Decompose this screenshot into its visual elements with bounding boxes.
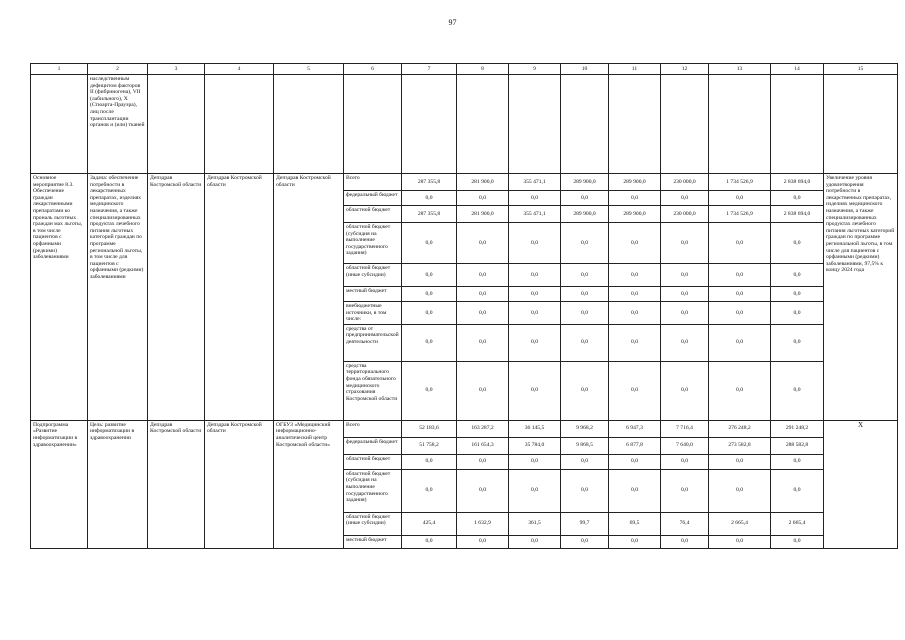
amount-cell: 276 248,2 [709, 420, 771, 437]
amount-cell: 273 582,8 [709, 437, 771, 454]
amount-cell: 0,0 [709, 191, 771, 206]
amount-cell: 0,0 [509, 191, 561, 206]
amount-cell: 0,0 [709, 264, 771, 287]
empty-cell [274, 75, 344, 174]
subprogram-coexecutor: Депздрав Костромской области [148, 420, 205, 548]
amount-cell: 2 838 694,0 [771, 206, 824, 223]
amount-cell: 6 877,8 [609, 437, 661, 454]
amount-cell: 0,0 [771, 454, 824, 469]
funding-source: Всего [344, 174, 402, 191]
column-header: 3 [148, 64, 205, 75]
amount-cell: 0,0 [609, 469, 661, 512]
subprogram-task: Цель: развитие информатизации в здравоохранении [88, 420, 148, 548]
amount-cell: 230 000,0 [661, 206, 709, 223]
amount-cell: 0,0 [609, 302, 661, 325]
amount-cell: 287 355,8 [402, 174, 457, 191]
amount-cell: 2 665,4 [771, 512, 824, 535]
amount-cell: 76,4 [661, 512, 709, 535]
amount-cell: 161 654,3 [457, 437, 509, 454]
amount-cell: 0,0 [561, 223, 609, 264]
amount-cell: 0,0 [661, 361, 709, 420]
amount-cell: 287 355,8 [402, 206, 457, 223]
funding-source: областной бюджет (иные субсидии) [344, 264, 402, 287]
event-name: Основное мероприятие 8.3. Обеспечение граждан лекарственными препаратами ко прональ льготных граждан мах льготы, в том числе пациентов с орфанными (редкими) заболеваниями [31, 174, 88, 421]
subprogram-responsible: ОГБУЗ «Медицинский информационно-аналитический центр Костромской области» [274, 420, 344, 548]
amount-cell: 35 784,0 [509, 437, 561, 454]
empty-cell [148, 75, 205, 174]
event-executor: Депздрав Костромской области [205, 174, 274, 421]
amount-cell: 291 248,2 [771, 420, 824, 437]
amount-cell: 0,0 [661, 302, 709, 325]
amount-cell: 281 900,0 [457, 206, 509, 223]
amount-cell: 0,0 [771, 223, 824, 264]
amount-cell: 69,5 [609, 512, 661, 535]
amount-cell: 0,0 [661, 191, 709, 206]
column-header: 5 [274, 64, 344, 75]
amount-cell: 289 900,0 [561, 174, 609, 191]
empty-cell [824, 75, 898, 174]
amount-cell: 0,0 [457, 454, 509, 469]
funding-source: областной бюджет [344, 206, 402, 223]
amount-cell: 281 900,0 [457, 174, 509, 191]
column-header: 4 [205, 64, 274, 75]
funding-source: федеральный бюджет [344, 191, 402, 206]
amount-cell: 0,0 [661, 469, 709, 512]
empty-cell [344, 75, 402, 174]
amount-cell: 0,0 [709, 469, 771, 512]
amount-cell: 9 968,2 [561, 420, 609, 437]
funding-source: средства от предпринимательской деятельности [344, 324, 402, 361]
column-header: 2 [88, 64, 148, 75]
continued-task-text: наследственным дефицитом факторов II (фибриногена), VII (лабильного), X (Стюарта-Прауэра), лиц после трансплантации органов и (или) тканей [88, 75, 148, 174]
event-outcome: Увеличение уровня удовлетворения потребности в лекарственных препаратах, изделиях медицинского назначения, а также специализированных продуктах лечебного питания льготных категорий граждан по программе региональной льготы, в том числе для пациентов с орфанными (редкими) заболеваниями, 97,5% к концу 2024 года [824, 174, 898, 421]
amount-cell: 355 471,1 [509, 174, 561, 191]
amount-cell: 0,0 [509, 302, 561, 325]
event-row [31, 174, 898, 191]
amount-cell: 51 758,2 [402, 437, 457, 454]
empty-cell [509, 75, 561, 174]
amount-cell: 163 287,2 [457, 420, 509, 437]
amount-cell: 425,4 [402, 512, 457, 535]
column-header: 11 [609, 64, 661, 75]
subprogram-name: Подпрограмма «Развитие информатизации в здравоохранении» [31, 420, 88, 548]
amount-cell: 0,0 [457, 264, 509, 287]
amount-cell: 0,0 [509, 469, 561, 512]
amount-cell: 36 145,5 [509, 420, 561, 437]
amount-cell: 0,0 [709, 361, 771, 420]
amount-cell: 0,0 [609, 264, 661, 287]
event-task: Задача: обеспечение потребности в лекарственных препаратах, изделиях медицинского назначения, а также специализированных продуктах лечебного питания льготных категорий граждан по программе региональной льготы, в том числе для пациентов с орфанными (редкими) заболеваниями [88, 174, 148, 421]
amount-cell: 0,0 [661, 535, 709, 548]
amount-cell: 355 471,1 [509, 206, 561, 223]
continuation-row [31, 75, 898, 174]
amount-cell: 52 183,6 [402, 420, 457, 437]
amount-cell: 0,0 [709, 302, 771, 325]
empty-cell [205, 75, 274, 174]
empty-cell [709, 75, 771, 174]
amount-cell: 361,5 [509, 512, 561, 535]
amount-cell: 7 640,0 [661, 437, 709, 454]
empty-cell [31, 75, 88, 174]
amount-cell: 0,0 [771, 535, 824, 548]
amount-cell: 0,0 [661, 324, 709, 361]
funding-source: Всего [344, 420, 402, 437]
empty-cell [561, 75, 609, 174]
column-header: 10 [561, 64, 609, 75]
amount-cell: 7 716,4 [661, 420, 709, 437]
amount-cell: 0,0 [402, 191, 457, 206]
amount-cell: 2 665,4 [709, 512, 771, 535]
subprogram-outcome: Х [824, 420, 898, 548]
empty-cell [402, 75, 457, 174]
amount-cell: 0,0 [509, 535, 561, 548]
amount-cell: 0,0 [402, 287, 457, 302]
amount-cell: 0,0 [771, 287, 824, 302]
empty-cell [771, 75, 824, 174]
column-header: 15 [824, 64, 898, 75]
amount-cell: 0,0 [457, 535, 509, 548]
amount-cell: 288 582,8 [771, 437, 824, 454]
event-coexecutor: Депздрав Костромской области [148, 174, 205, 421]
amount-cell: 0,0 [509, 264, 561, 287]
amount-cell: 6 947,3 [609, 420, 661, 437]
column-header: 14 [771, 64, 824, 75]
amount-cell: 0,0 [509, 223, 561, 264]
amount-cell: 0,0 [402, 361, 457, 420]
column-header: 9 [509, 64, 561, 75]
amount-cell: 0,0 [402, 264, 457, 287]
amount-cell: 0,0 [561, 469, 609, 512]
funding-source: местный бюджет [344, 287, 402, 302]
amount-cell: 0,0 [609, 191, 661, 206]
subprogram-row [31, 420, 898, 437]
amount-cell: 0,0 [709, 223, 771, 264]
amount-cell: 0,0 [771, 302, 824, 325]
empty-cell [609, 75, 661, 174]
funding-source: внебюджетные источники, в том числе: [344, 302, 402, 325]
amount-cell: 0,0 [661, 264, 709, 287]
amount-cell: 0,0 [609, 223, 661, 264]
amount-cell: 0,0 [457, 287, 509, 302]
empty-cell [661, 75, 709, 174]
amount-cell: 289 900,0 [609, 174, 661, 191]
column-header: 13 [709, 64, 771, 75]
amount-cell: 0,0 [661, 454, 709, 469]
amount-cell: 0,0 [709, 454, 771, 469]
amount-cell: 0,0 [771, 324, 824, 361]
amount-cell: 1 734 526,9 [709, 174, 771, 191]
funding-source: областной бюджет (иные субсидии) [344, 512, 402, 535]
amount-cell: 289 900,0 [609, 206, 661, 223]
page-number: 97 [448, 18, 457, 27]
amount-cell: 0,0 [771, 361, 824, 420]
amount-cell: 0,0 [457, 223, 509, 264]
amount-cell: 9 868,5 [561, 437, 609, 454]
amount-cell: 0,0 [561, 361, 609, 420]
funding-source: областной бюджет (субсидия на выполнение государственного задания) [344, 469, 402, 512]
amount-cell: 0,0 [561, 264, 609, 287]
amount-cell: 230 000,0 [661, 174, 709, 191]
header-row [31, 64, 898, 75]
funding-source: федеральный бюджет [344, 437, 402, 454]
amount-cell: 0,0 [661, 287, 709, 302]
column-header: 7 [402, 64, 457, 75]
amount-cell: 0,0 [771, 264, 824, 287]
amount-cell: 0,0 [609, 454, 661, 469]
funding-source: областной бюджет [344, 454, 402, 469]
empty-cell [457, 75, 509, 174]
amount-cell: 0,0 [561, 535, 609, 548]
amount-cell: 0,0 [709, 535, 771, 548]
amount-cell: 0,0 [561, 287, 609, 302]
amount-cell: 0,0 [771, 191, 824, 206]
amount-cell: 0,0 [402, 302, 457, 325]
amount-cell: 1 632,9 [457, 512, 509, 535]
amount-cell: 0,0 [709, 324, 771, 361]
amount-cell: 0,0 [609, 361, 661, 420]
column-header: 1 [31, 64, 88, 75]
amount-cell: 0,0 [402, 223, 457, 264]
amount-cell: 0,0 [402, 469, 457, 512]
amount-cell: 0,0 [771, 469, 824, 512]
column-header: 8 [457, 64, 509, 75]
column-header: 6 [344, 64, 402, 75]
funding-source: средства территориального фонда обязательного медицинского страхования Костромской области [344, 361, 402, 420]
amount-cell: 0,0 [509, 361, 561, 420]
amount-cell: 0,0 [457, 361, 509, 420]
amount-cell: 0,0 [609, 324, 661, 361]
amount-cell: 0,0 [661, 223, 709, 264]
amount-cell: 0,0 [561, 454, 609, 469]
amount-cell: 0,0 [509, 287, 561, 302]
amount-cell: 0,0 [402, 324, 457, 361]
event-responsible: Депздрав Костромской области [274, 174, 344, 421]
funding-source: местный бюджет [344, 535, 402, 548]
amount-cell: 289 900,0 [561, 206, 609, 223]
amount-cell: 0,0 [509, 324, 561, 361]
amount-cell: 0,0 [457, 324, 509, 361]
amount-cell: 0,0 [561, 324, 609, 361]
funding-source: областной бюджет (субсидия на выполнение государственного задания) [344, 223, 402, 264]
amount-cell: 0,0 [609, 535, 661, 548]
amount-cell: 0,0 [609, 287, 661, 302]
amount-cell: 2 838 694,0 [771, 174, 824, 191]
amount-cell: 0,0 [709, 287, 771, 302]
amount-cell: 0,0 [561, 191, 609, 206]
amount-cell: 99,7 [561, 512, 609, 535]
amount-cell: 0,0 [509, 454, 561, 469]
amount-cell: 0,0 [402, 454, 457, 469]
amount-cell: 1 734 526,9 [709, 206, 771, 223]
budget-table [30, 63, 898, 549]
amount-cell: 0,0 [561, 302, 609, 325]
column-header: 12 [661, 64, 709, 75]
subprogram-executor: Депздрав Костромской области [205, 420, 274, 548]
amount-cell: 0,0 [457, 191, 509, 206]
amount-cell: 0,0 [457, 302, 509, 325]
amount-cell: 0,0 [457, 469, 509, 512]
amount-cell: 0,0 [402, 535, 457, 548]
